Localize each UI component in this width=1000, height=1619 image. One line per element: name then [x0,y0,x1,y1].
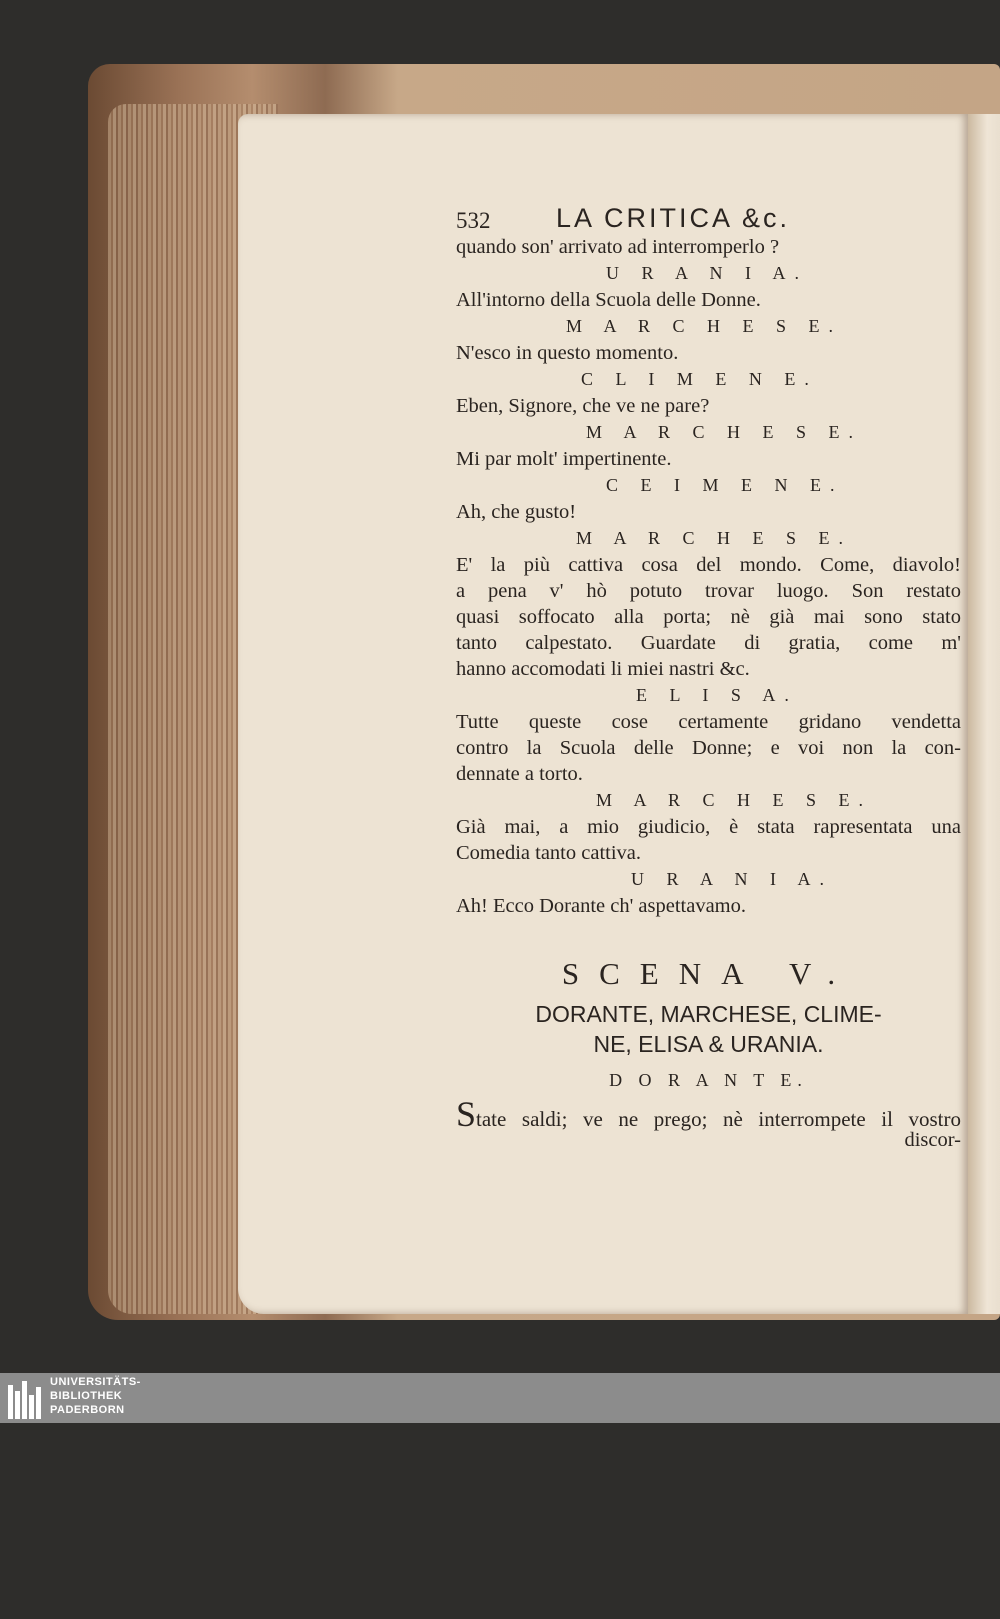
first-line-text: tate saldi; ve ne prego; nè interrompete il vostro [476,1107,961,1131]
first-line [456,1094,961,1134]
speaker-dorante: D O R A N T E. [609,1070,808,1090]
dialogue-line: tanto calpestato. Guardate di gratia, come m' [456,632,961,654]
scene-title: SCENA V. [561,956,856,991]
cast-line-2: NE, ELISA & URANIA. [593,1031,824,1057]
speaker-name: C E I M E N E. [606,475,844,495]
speaker-name: U R A N I A. [631,869,834,889]
dialogue-line: dennate a torto. [456,763,583,785]
dialogue-line: Mi par molt' impertinente. [456,448,672,470]
dialogue-line: contro la Scuola delle Donne; e voi non la con- [456,737,961,759]
dialogue-line: Comedia tanto cattiva. [456,842,642,864]
cast-line-1: DORANTE, MARCHESE, CLIME- [535,1001,882,1027]
library-logo-icon [8,1377,42,1419]
dialogue-line: Ah, che gusto! [456,501,577,523]
library-name: UNIVERSITÄTS- BIBLIOTHEK PADERBORN [50,1376,141,1416]
speaker-name: U R A N I A. [606,263,809,283]
dialogue-line: E' la più cattiva cosa del mondo. Come, diavolo! [456,554,961,576]
drop-initial: S [456,1094,477,1134]
speaker-name: M A R C H E S E. [596,790,873,810]
dialogue-line: a pena v' hò potuto trovar luogo. Son restato [456,580,961,602]
speaker-name: M A R C H E S E. [576,528,853,548]
dialogue-line: Già mai, a mio giudicio, è stata rapresentata una [456,816,961,838]
dialogue-line: quasi soffocato alla porta; nè già mai sono stato [456,606,961,628]
running-title: LA CRITICA &c. [556,203,791,233]
page-gutter [968,114,1000,1314]
dialogue-line: quando son' arrivato ad interromperlo ? [456,236,780,258]
page-number: 532 [456,208,491,233]
dialogue-line: hanno accomodati li miei nastri &c. [456,658,750,680]
running-header [456,190,961,234]
dialogue-block [456,234,961,919]
page-text [456,190,961,1153]
catchword: discor- [904,1129,961,1151]
dialogue-line: All'intorno della Scuola delle Donne. [456,289,761,311]
speaker-name: C L I M E N E. [581,369,818,389]
speaker-name: M A R C H E S E. [586,422,863,442]
dialogue-line: Tutte queste cose certamente gridano vendetta [456,711,961,733]
speaker-name: M A R C H E S E. [566,316,843,336]
dialogue-line: Eben, Signore, che ve ne pare? [456,395,710,417]
library-footer [0,1373,1000,1423]
dialogue-line: Ah! Ecco Dorante ch' aspettavamo. [456,895,747,917]
dialogue-line: N'esco in questo momento. [456,342,679,364]
speaker-name: E L I S A. [636,685,798,705]
